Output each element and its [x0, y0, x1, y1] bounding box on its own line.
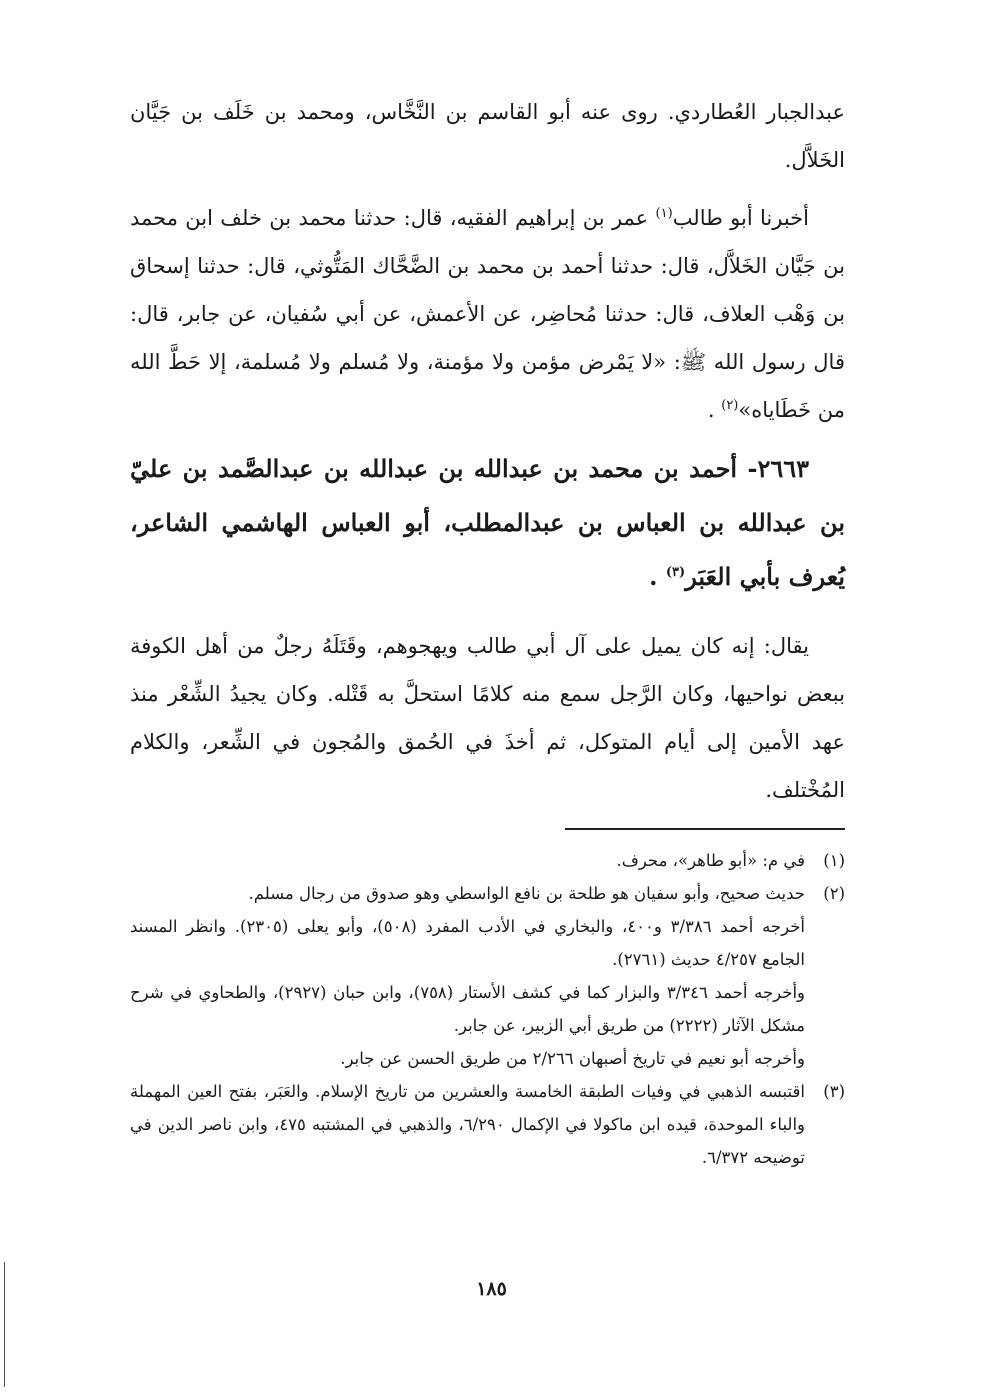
- hadith-paragraph: [130, 194, 845, 434]
- footnote-number: (١): [823, 851, 845, 870]
- hadith-text-2: عمر بن إبراهيم الفقيه، قال: حدثنا محمد بن خلف ابن محمد بن جَيَّان الخَلاَّل، قال: حدثنا أحمد بن محمد بن الضَّحَّاك المَتُّوثي، قال: حدثنا إسحاق بن وَهْب العلاف، قال: حدثنا مُحاضِر، عن الأعمش، عن أبي سُفيان، عن جابر، قال: قال رسول الله ﷺ: «لا يَمْرض مؤمن ولا مؤمنة، ولا مُسلم ولا مُسلمة، إلا حَطَّ الله من خَطَاياه»: [130, 206, 845, 422]
- entry-title: أحمد بن محمد بن عبدالله بن عبدالله بن عبدالصَّمد بن عليّ بن عبدالله بن العباس بن عبدالمطلب، أبو العباس الهاشمي الشاعر، يُعرف بأبي العَبَر: [130, 454, 845, 591]
- bio-paragraph: [130, 622, 845, 814]
- entry-end: .: [649, 562, 666, 591]
- entry-heading: [130, 442, 845, 604]
- footnote-text: حديث صحيح، وأبو سفيان هو طلحة بن نافع الواسطي وهو صدوق من رجال مسلم.: [248, 884, 805, 903]
- entry-number: ٢٦٦٣-: [747, 454, 809, 483]
- intro-text: عبدالجبار العُطاردي. روى عنه أبو القاسم بن النَّخَّاس، ومحمد بن خَلَف بن جَيَّان الخَلاَّل.: [130, 100, 845, 172]
- page-number: ١٨٥: [476, 1278, 507, 1300]
- page-body: [130, 88, 845, 1174]
- footnote-2-source-1: أخرجه أحمد ٣/٣٨٦ و٤٠٠، والبخاري في الأدب المفرد (٥٠٨)، وأبو يعلى (٢٣٠٥). وانظر المسند الجامع ٤/٢٥٧ حديث (٢٧٦١).: [130, 917, 805, 969]
- footnote-2-source-2: وأخرجه أحمد ٣/٣٤٦ والبزار كما في كشف الأستار (٧٥٨)، وابن حبان (٢٩٢٧)، والطحاوي في شرح مشكل الآثار (٢٢٢٢) من طريق أبي الزبير، عن جابر.: [130, 983, 805, 1035]
- footnotes: [130, 844, 845, 1174]
- intro-paragraph: [130, 88, 845, 184]
- scan-margin-line: [4, 1262, 5, 1387]
- footnote-3: [130, 1075, 845, 1174]
- hadith-text-1: أخبرنا أبو طالب: [672, 206, 809, 230]
- hadith-text-3: .: [707, 398, 722, 422]
- footnote-divider: [565, 828, 845, 830]
- footnote-number: (٣): [823, 1082, 845, 1101]
- footnote-2: [130, 877, 845, 910]
- footnote-2-source-3: وأخرجه أبو نعيم في تاريخ أصبهان ٢/٢٦٦ من طريق الحسن عن جابر.: [340, 1049, 805, 1068]
- footnote-ref-2: (٢): [721, 398, 739, 413]
- footnote-text: في م: «أبو طاهر»، محرف.: [616, 851, 805, 870]
- footnote-number: (٢): [823, 884, 845, 903]
- footnote-ref-3: (٣): [665, 565, 686, 580]
- bio-text: يقال: إنه كان يميل على آل أبي طالب ويهجوهم، وقَتَلَهُ رجلٌ من أهل الكوفة ببعض نواحيها، وكان الرَّجل سمع منه كلامًا استحلَّ به قَتْله. وكان يجيدُ الشِّعْر منذ عهد الأمين إلى أيام المتوكل، ثم أخذَ في الحُمق والمُجون في الشِّعر، والكلام المُخْتلف.: [130, 634, 845, 802]
- footnote-text: اقتبسه الذهبي في وفيات الطبقة الخامسة والعشرين من تاريخ الإسلام. والعَبَر، بفتح العين المهملة والباء الموحدة، قيده ابن ماكولا في الإكمال ٦/٢٩٠، والذهبي في المشتبه ٤٧٥، وابن ناصر الدين في توضيحه ٦/٣٧٢.: [130, 1082, 806, 1167]
- footnote-ref-1: (١): [655, 206, 673, 221]
- footnote-1: [130, 844, 845, 877]
